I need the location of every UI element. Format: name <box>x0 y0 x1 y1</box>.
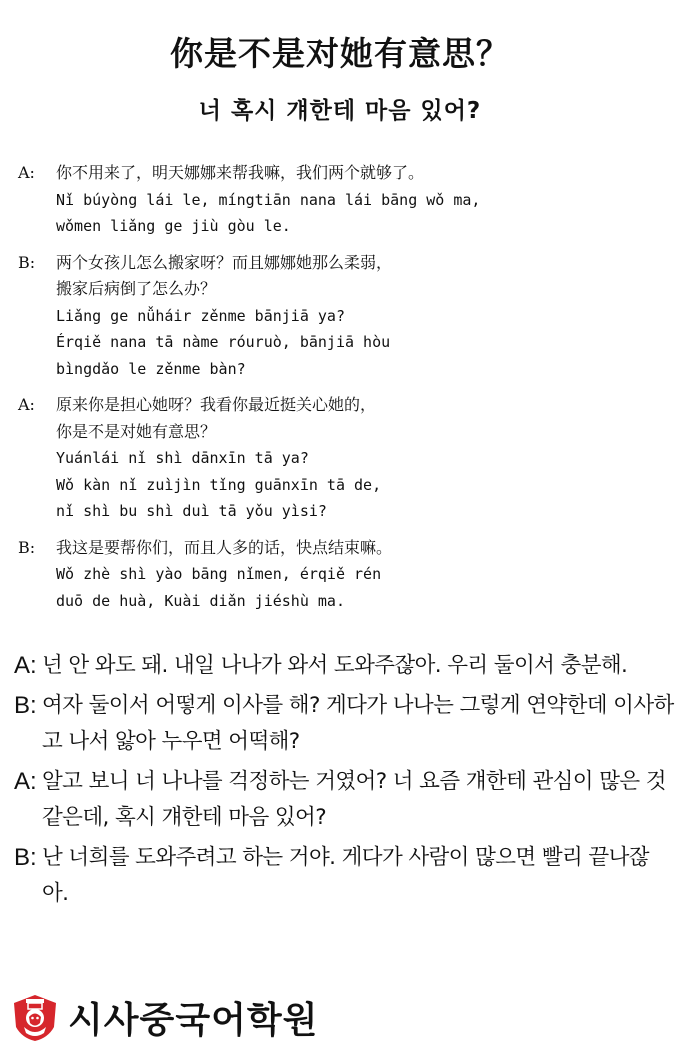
speaker-label: A: <box>18 395 35 414</box>
speaker-label: B: <box>18 252 36 272</box>
speaker-label: B: <box>18 537 36 557</box>
speaker-label: B: <box>14 692 37 719</box>
academy-crest-icon <box>12 993 58 1043</box>
pinyin-line: Yuánlái nǐ shì dānxīn tā ya? <box>56 449 309 467</box>
pinyin-line: wǒmen liǎng ge jiù gòu le. <box>56 217 291 235</box>
hanzi-line: 我这是要帮你们，而且人多的话，快点结束嘛。 <box>56 537 393 557</box>
speaker-label: B: <box>14 844 37 871</box>
translation-block <box>14 648 674 684</box>
dialogue-block <box>18 160 673 240</box>
speaker-label: A: <box>14 768 37 795</box>
dialogue-block <box>18 392 673 525</box>
translation-text: 여자 둘이서 어떻게 이사를 해? 게다가 나나는 그렇게 연약한데 이사하고 나서 앓아 누우면 어떡해? <box>42 693 674 754</box>
hanzi-line: 原来你是担心她呀？我看你最近挺关心她的， <box>56 395 377 414</box>
pinyin-line: Nǐ búyòng lái le, míngtiān nana lái bāng wǒ ma, <box>56 190 481 209</box>
dialogue-block <box>18 250 673 383</box>
speaker-label: A: <box>18 163 35 182</box>
translation-block <box>14 764 674 836</box>
pinyin-line: bìngdǎo le zěnme bàn? <box>56 359 246 378</box>
pinyin-line: nǐ shì bu shì duì tā yǒu yìsi? <box>56 502 327 520</box>
hanzi-line: 搬家后病倒了怎么办？ <box>56 279 217 298</box>
translation-block <box>14 840 674 912</box>
hanzi-line: 你不用来了，明天娜娜来帮我嘛，我们两个就够了。 <box>56 163 425 182</box>
pinyin-line: Liǎng ge nǚháir zěnme bānjiā ya? <box>56 306 345 325</box>
brand-name: 시사중국어학원 <box>68 1000 319 1041</box>
translation-text: 알고 보니 너 나나를 걱정하는 거였어? 너 요즘 걔한테 관심이 많은 것 같은데, 혹시 걔한테 마음 있어? <box>42 769 666 830</box>
page-title-korean: 너 혹시 걔한테 마음 있어? <box>198 98 482 124</box>
speaker-label: A: <box>14 652 37 679</box>
dialogue-block <box>18 535 673 615</box>
translation-text: 넌 안 와도 돼. 내일 나나가 와서 도와주잖아. 우리 둘이서 충분해. <box>42 653 628 678</box>
translation-text: 난 너희를 도와주려고 하는 거야. 게다가 사람이 많으면 빨리 끝나잖아. <box>42 845 649 906</box>
hanzi-line: 两个女孩儿怎么搬家呀？而且娜娜她那么柔弱， <box>56 252 393 272</box>
pinyin-line: Wǒ kàn nǐ zuìjìn tǐng guānxīn tā de, <box>56 475 382 494</box>
korean-dialogue <box>14 648 674 916</box>
pinyin-line: Érqiě nana tā nàme róuruò, bānjiā hòu <box>56 333 391 351</box>
page-title-chinese: 你是不是对她有意思？ <box>170 34 510 73</box>
chinese-dialogue <box>18 160 673 624</box>
pinyin-line: duō de huà, Kuài diǎn jiéshù ma. <box>56 591 345 610</box>
translation-block <box>14 688 674 760</box>
brand-logo <box>12 992 318 1043</box>
hanzi-line: 你是不是对她有意思？ <box>56 421 217 441</box>
pinyin-line: Wǒ zhè shì yào bāng nǐmen, érqiě rén <box>56 565 382 583</box>
